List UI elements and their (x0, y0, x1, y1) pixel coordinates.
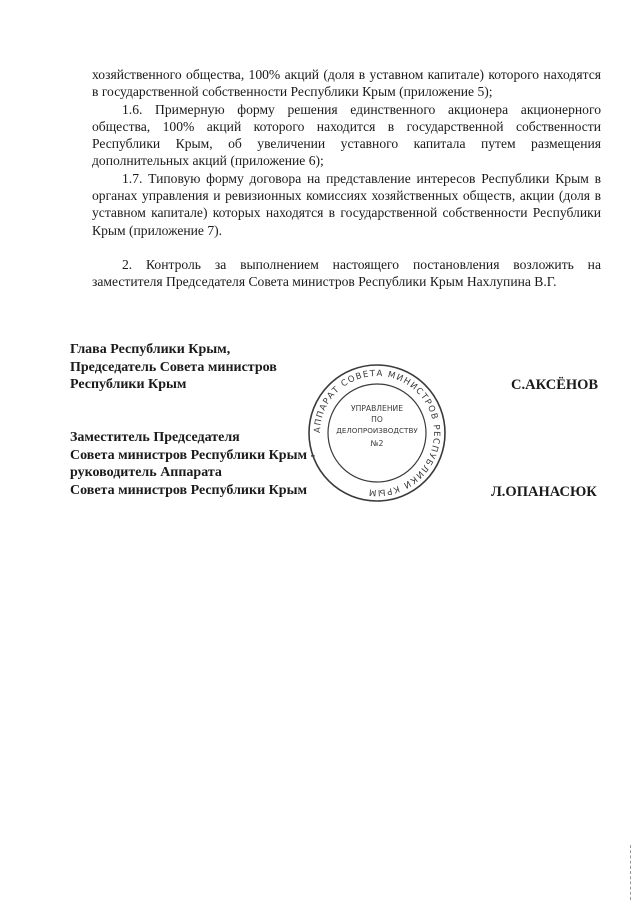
head-title-line: Республики Крым (70, 377, 187, 392)
stamp-ring-text: АППАРАТ СОВЕТА МИНИСТРОВ РЕСПУБЛИКИ КРЫМ (312, 368, 442, 498)
stamp-inner-line: №2 (370, 439, 384, 448)
head-title-line: Глава Республики Крым, (70, 342, 231, 357)
deputy-title-line: Совета министров Республики Крым - (70, 447, 316, 463)
office-stamp (306, 362, 448, 504)
paragraph-gap (92, 239, 601, 256)
document-body (92, 66, 601, 291)
head-signature-name: С.АКСЁНОВ (511, 377, 599, 393)
head-title-line: Председатель Совета министров (70, 359, 277, 375)
head-signature-title (70, 341, 277, 394)
paragraph-continuation: хозяйственного общества, 100% акций (доля в уставном капитале) которого находятся в государственной собственности Республики Крым (приложение 5); (92, 67, 601, 100)
deputy-signature-name: Л.ОПАНАСЮК (491, 484, 597, 500)
paragraph-1-6: 1.6. Примерную форму решения единственного акционера акционерного общества, 100% акций которого находится в государственной собственности Республики Крым, об увеличении уставного капитала путем размещения дополнительных акций (приложение 6); (92, 101, 601, 169)
stamp-inner-line: ДЕЛОПРОИЗВОДСТВУ (336, 426, 418, 435)
deputy-title-line: Заместитель Председателя (70, 430, 240, 445)
deputy-title-line: руководитель Аппарата (70, 465, 222, 480)
deputy-signature-title (70, 429, 315, 499)
deputy-title-line: Совета министров Республики Крым (70, 482, 308, 498)
paragraph-1-7: 1.7. Типовую форму договора на представление интересов Республики Крым в органах управления и ревизионных комиссиях хозяйственных обществ, акции (доля в уставном капитале) которых находятся в государственной собственности Республики Крым (приложение 7). (92, 170, 601, 238)
paragraph-2: 2. Контроль за выполнением настоящего постановления возложить на заместителя Председателя Совета министров Республики Крым Нахлупина В.Г. (92, 256, 601, 290)
stamp-inner-line: ПО (371, 415, 383, 424)
margin-scan-mark (630, 845, 632, 900)
stamp-inner-line: УПРАВЛЕНИЕ (350, 404, 404, 413)
